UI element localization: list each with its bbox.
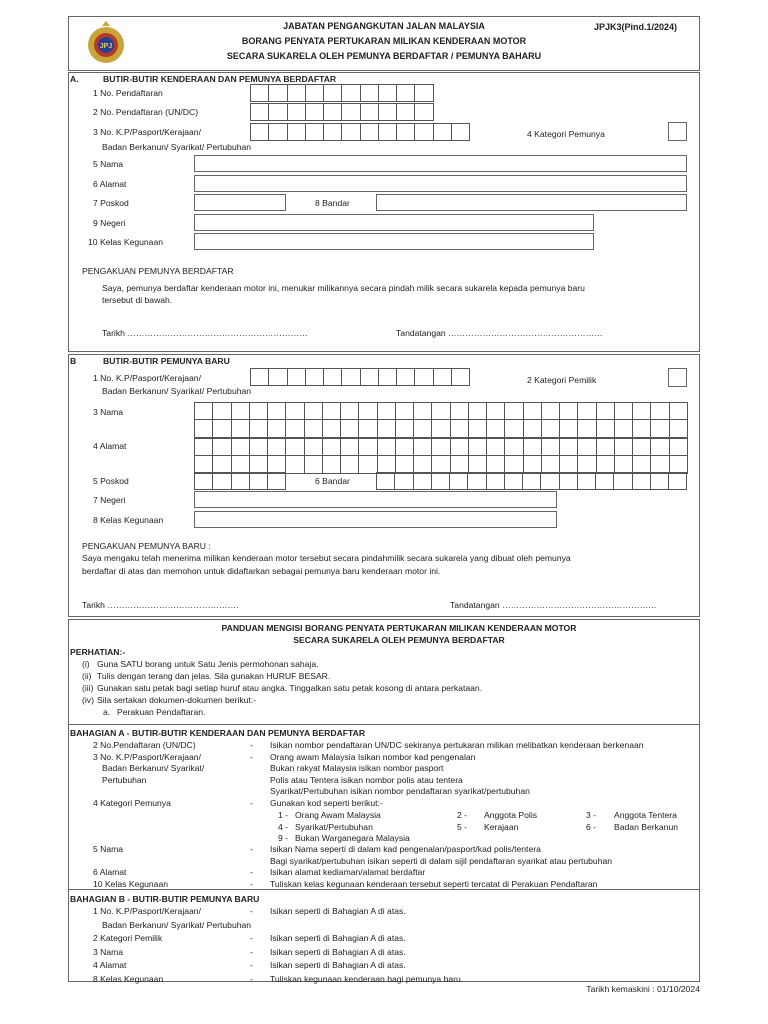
char-cell[interactable]	[323, 402, 341, 420]
char-cell[interactable]	[341, 456, 359, 474]
label-negeri: 9 Negeri	[93, 218, 126, 228]
guide-field-text: Polis atau Tentera isikan nombor polis atau tentera	[270, 774, 463, 785]
label-b-nama: 3 Nama	[93, 407, 124, 417]
char-cell[interactable]	[597, 402, 615, 420]
char-cell[interactable]	[670, 438, 688, 456]
category-code: 1 -	[278, 810, 289, 820]
char-cell[interactable]	[324, 368, 342, 386]
char-cell[interactable]	[361, 123, 379, 141]
char-cell[interactable]	[232, 402, 250, 420]
char-cell[interactable]	[361, 368, 379, 386]
char-cell[interactable]	[268, 472, 286, 490]
char-cell[interactable]	[651, 472, 669, 490]
char-cell[interactable]	[451, 438, 469, 456]
b-no-kp-input[interactable]	[250, 368, 470, 386]
char-cell[interactable]	[523, 472, 541, 490]
category-code: 4 -	[278, 821, 289, 832]
form-code: JPJK3(Pind.1/2024)	[594, 22, 678, 32]
guide-field-text: Isikan alamat kediaman/alamat berdaftar	[270, 867, 426, 878]
char-cell[interactable]	[378, 438, 396, 456]
category-name: Kerajaan	[484, 821, 519, 832]
kategori-pemilik-input[interactable]	[668, 368, 687, 387]
char-cell[interactable]	[250, 420, 268, 438]
char-cell[interactable]	[651, 420, 669, 438]
category-code: 9 -	[278, 833, 289, 844]
char-cell[interactable]	[195, 420, 213, 438]
b-declaration-text-2: berdaftar di atas dan memohon untuk didaftarkan sebagai pemunya baru kenderaan motor ini.	[82, 566, 441, 576]
char-cell[interactable]	[452, 123, 470, 141]
char-cell[interactable]	[560, 420, 578, 438]
label-no-kp: 3 No. K.P/Pasport/Kerajaan/	[93, 127, 201, 137]
guide-field-label: 2 No.Pendaftaran (UN/DC)	[93, 740, 196, 750]
char-cell[interactable]	[451, 420, 469, 438]
label-no-pendaftaran-undc: 2 No. Pendaftaran (UN/DC)	[93, 107, 199, 117]
char-cell[interactable]	[288, 84, 306, 102]
char-cell[interactable]	[395, 472, 413, 490]
char-cell[interactable]	[361, 103, 379, 121]
b-nama-input[interactable]	[194, 402, 688, 438]
char-cell[interactable]	[560, 472, 578, 490]
bandar-input[interactable]	[376, 194, 687, 211]
note-number: (iii)	[82, 683, 94, 693]
guide-field-text: Orang awam Malaysia Isikan nombor kad pengenalan	[270, 751, 476, 762]
section-b-letter: B	[70, 356, 77, 366]
guide-dash: -	[250, 960, 253, 970]
char-cell[interactable]	[341, 402, 359, 420]
guide-field-text: Isikan seperti di Bahagian A di atas.	[270, 960, 406, 970]
last-updated: Tarikh kemaskini : 01/10/2024	[586, 984, 700, 994]
guide-field-text: Isikan seperti di Bahagian A di atas.	[270, 946, 406, 957]
guide-field-label: 2 Kategori Pemilik	[93, 933, 163, 943]
category-code: 5 -	[457, 821, 468, 832]
char-cell[interactable]	[323, 420, 341, 438]
char-cell[interactable]	[379, 368, 397, 386]
char-cell[interactable]	[469, 402, 487, 420]
char-cell[interactable]	[633, 438, 651, 456]
note-number: (i)	[82, 659, 90, 669]
guide-field-text: Bagi syarikat/pertubuhan isikan seperti di dalam sijil pendaftaran syarikat atau pertubuhan	[270, 855, 613, 866]
note-text: Guna SATU borang untuk Satu Jenis permohonan sahaja.	[97, 659, 319, 669]
char-cell[interactable]	[560, 402, 578, 420]
note-text: Sila sertakan dokumen-dokumen berikut:-	[97, 695, 257, 705]
label-no-kp-2: Badan Berkanun/ Syarikat/ Pertubuhan	[102, 142, 252, 152]
char-cell[interactable]	[615, 420, 633, 438]
char-cell[interactable]	[342, 368, 360, 386]
char-cell[interactable]	[505, 472, 523, 490]
category-name: Anggota Polis	[484, 810, 538, 820]
guide-field-label: Badan Berkanun/ Syarikat/	[102, 763, 205, 774]
char-cell[interactable]	[250, 438, 268, 456]
guide-field-label: Badan Berkanun/ Syarikat/ Pertubuhan	[102, 919, 252, 930]
char-cell[interactable]	[324, 103, 342, 121]
guide-field-label: 8 Kelas Kegunaan	[93, 973, 164, 984]
signature-field[interactable]: Tandatangan ………………………………………………	[396, 328, 603, 338]
label-kategori-pemilik: 2 Kategori Pemilik	[527, 375, 597, 385]
char-cell[interactable]	[286, 456, 304, 474]
char-cell[interactable]	[195, 472, 213, 490]
char-cell[interactable]	[541, 472, 559, 490]
grid-row	[251, 368, 470, 386]
char-cell[interactable]	[342, 84, 360, 102]
note-text: Gunakan satu petak bagi setiap huruf atau angka. Tinggalkan satu petak kosong di antara perkataan.	[97, 683, 483, 693]
grid-row	[195, 472, 286, 490]
char-cell[interactable]	[633, 420, 651, 438]
char-cell[interactable]	[451, 402, 469, 420]
char-cell[interactable]	[232, 420, 250, 438]
category-code: 6 -	[586, 821, 597, 832]
category-name: Bukan Warganegara Malaysia	[295, 833, 410, 844]
char-cell[interactable]	[269, 103, 287, 121]
char-cell[interactable]	[596, 472, 614, 490]
char-cell[interactable]	[251, 84, 269, 102]
b-alamat-input[interactable]	[194, 438, 688, 474]
char-cell[interactable]	[524, 402, 542, 420]
char-cell[interactable]	[341, 438, 359, 456]
b-kelas-kegunaan-input[interactable]	[194, 511, 557, 528]
char-cell[interactable]	[269, 123, 287, 141]
header-line3: SECARA SUKARELA OLEH PEMUNYA BERDAFTAR / PEMUNYA BAHARU	[226, 51, 542, 61]
char-cell[interactable]	[669, 472, 687, 490]
guide-dash: -	[250, 906, 253, 916]
char-cell[interactable]	[306, 84, 324, 102]
category-name: Syarikat/Pertubuhan	[295, 821, 373, 832]
char-cell[interactable]	[414, 438, 432, 456]
guide-field-text: Gunakan kod seperti berikut:-	[270, 798, 383, 808]
guide-field-text: Isikan seperti di Bahagian A di atas.	[270, 906, 406, 916]
label-no-pendaftaran: 1 No. Pendaftaran	[93, 88, 163, 98]
char-cell[interactable]	[306, 368, 324, 386]
label-b-no-kp-2: Badan Berkanun/ Syarikat/ Pertubuhan	[102, 386, 252, 396]
note-number: (ii)	[82, 671, 92, 681]
char-cell[interactable]	[250, 472, 268, 490]
char-cell[interactable]	[342, 103, 360, 121]
char-cell[interactable]	[415, 84, 433, 102]
section-a-letter: A.	[70, 74, 79, 84]
char-cell[interactable]	[597, 438, 615, 456]
b-poskod-input[interactable]	[194, 472, 286, 490]
char-cell[interactable]	[615, 402, 633, 420]
guide-title-1: PANDUAN MENGISI BORANG PENYATA PERTUKARAN MILIKAN KENDERAAN MOTOR	[221, 623, 577, 633]
guide-dash: -	[250, 878, 253, 889]
char-cell[interactable]	[396, 402, 414, 420]
char-cell[interactable]	[597, 420, 615, 438]
char-cell[interactable]	[269, 368, 287, 386]
label-b-negeri: 7 Negeri	[93, 495, 126, 505]
char-cell[interactable]	[361, 84, 379, 102]
char-cell[interactable]	[306, 103, 324, 121]
char-cell[interactable]	[342, 123, 360, 141]
guide-field-label: 4 Kategori Pemunya	[93, 798, 171, 808]
char-cell[interactable]	[560, 438, 578, 456]
char-cell[interactable]	[379, 103, 397, 121]
grid-row	[377, 472, 687, 490]
char-cell[interactable]	[487, 420, 505, 438]
char-cell[interactable]	[397, 123, 415, 141]
label-b-kelas-kegunaan: 8 Kelas Kegunaan	[93, 515, 164, 525]
note-number: (iv)	[82, 695, 94, 705]
char-cell[interactable]	[469, 438, 487, 456]
char-cell[interactable]	[633, 472, 651, 490]
char-cell[interactable]	[323, 456, 341, 474]
guide-title-2: SECARA SUKARELA OLEH PEMUNYA BERDAFTAR	[293, 635, 505, 645]
char-cell[interactable]	[578, 402, 596, 420]
char-cell[interactable]	[578, 420, 596, 438]
char-cell[interactable]	[415, 123, 433, 141]
svg-text:JPJ: JPJ	[99, 43, 113, 50]
declaration-title: PENGAKUAN PEMUNYA BERDAFTAR	[82, 266, 234, 276]
char-cell[interactable]	[288, 123, 306, 141]
char-cell[interactable]	[505, 438, 523, 456]
char-cell[interactable]	[305, 456, 323, 474]
char-cell[interactable]	[651, 402, 669, 420]
char-cell[interactable]	[542, 402, 560, 420]
char-cell[interactable]	[434, 123, 452, 141]
guide-field-text: Tuliskan kegunaan kenderaan bagi pemunya baru.	[270, 973, 464, 984]
char-cell[interactable]	[306, 123, 324, 141]
char-cell[interactable]	[378, 402, 396, 420]
guide-field-label: 1 No. K.P/Pasport/Kerajaan/	[93, 906, 201, 916]
header-line2: BORANG PENYATA PERTUKARAN MILIKAN KENDERAAN MOTOR	[241, 36, 527, 46]
char-cell[interactable]	[415, 103, 433, 121]
guide-dash: -	[250, 973, 253, 984]
char-cell[interactable]	[250, 402, 268, 420]
label-nama: 5 Nama	[93, 159, 124, 169]
label-b-bandar: 6 Bandar	[315, 476, 350, 486]
note-text: Perakuan Pendaftaran.	[117, 707, 206, 717]
no-kp-input[interactable]	[250, 123, 470, 141]
char-cell[interactable]	[651, 438, 669, 456]
char-cell[interactable]	[469, 420, 487, 438]
char-cell[interactable]	[251, 103, 269, 121]
guide-field-text: Isikan Nama seperti di dalam kad pengenalan/pasport/kad polis/tentera	[270, 844, 541, 854]
guide-field-label: 5 Nama	[93, 844, 124, 854]
category-name: Anggota Tentera	[614, 810, 677, 820]
category-name: Badan Berkanun	[614, 821, 679, 832]
char-cell[interactable]	[268, 402, 286, 420]
char-cell[interactable]	[670, 402, 688, 420]
char-cell[interactable]	[414, 420, 432, 438]
char-cell[interactable]	[324, 123, 342, 141]
guide-dash: -	[250, 844, 253, 854]
char-cell[interactable]	[450, 472, 468, 490]
guide-field-label: 3 No. K.P/Pasport/Kerajaan/	[93, 751, 201, 762]
char-cell[interactable]	[213, 402, 231, 420]
b-negeri-input[interactable]	[194, 491, 557, 508]
char-cell[interactable]	[397, 103, 415, 121]
char-cell[interactable]	[452, 368, 470, 386]
char-cell[interactable]	[379, 123, 397, 141]
char-cell[interactable]	[487, 402, 505, 420]
char-cell[interactable]	[288, 368, 306, 386]
char-cell[interactable]	[251, 123, 269, 141]
char-cell[interactable]	[305, 402, 323, 420]
guide-dash: -	[250, 946, 253, 957]
guide-divider-2	[68, 889, 700, 890]
section-a-title: BUTIR-BUTIR KENDERAAN DAN PEMUNYA BERDAFTAR	[103, 74, 337, 84]
label-b-alamat: 4 Alamat	[93, 441, 127, 451]
char-cell[interactable]	[359, 402, 377, 420]
char-cell[interactable]	[434, 368, 452, 386]
char-cell[interactable]	[324, 84, 342, 102]
char-cell[interactable]	[524, 438, 542, 456]
char-cell[interactable]	[305, 438, 323, 456]
guide-field-label: 3 Nama	[93, 946, 124, 957]
char-cell[interactable]	[286, 402, 304, 420]
char-cell[interactable]	[578, 438, 596, 456]
char-cell[interactable]	[286, 420, 304, 438]
grid-row	[195, 438, 688, 456]
char-cell[interactable]	[432, 402, 450, 420]
char-cell[interactable]	[377, 472, 395, 490]
char-cell[interactable]	[432, 472, 450, 490]
b-date-field[interactable]: Tarikh ……………………………………….	[82, 600, 239, 610]
section-b-title: BUTIR-BUTIR PEMUNYA BARU	[103, 356, 230, 366]
char-cell[interactable]	[505, 402, 523, 420]
note-text: Tulis dengan terang dan jelas. Sila gunakan HURUF BESAR.	[97, 671, 331, 681]
part-b-title: BAHAGIAN B - BUTIR-BUTIR PEMUNYA BARU	[70, 894, 260, 904]
char-cell[interactable]	[614, 472, 632, 490]
label-b-no-kp: 1 No. K.P/Pasport/Kerajaan/	[93, 373, 201, 383]
char-cell[interactable]	[359, 456, 377, 474]
char-cell[interactable]	[432, 420, 450, 438]
guide-dash: -	[250, 740, 253, 750]
char-cell[interactable]	[341, 420, 359, 438]
char-cell[interactable]	[468, 472, 486, 490]
char-cell[interactable]	[288, 103, 306, 121]
guide-field-label: 4 Alamat	[93, 960, 127, 970]
guide-divider	[68, 724, 700, 725]
char-cell[interactable]	[414, 402, 432, 420]
char-cell[interactable]	[323, 438, 341, 456]
label-poskod: 7 Poskod	[93, 198, 129, 208]
grid-row	[251, 103, 434, 121]
nama-input[interactable]	[194, 155, 687, 172]
category-code: 2 -	[457, 810, 468, 820]
declaration-text-2: tersebut di bawah.	[102, 295, 173, 305]
declaration-text-1: Saya, pemunya berdaftar kenderaan motor ini, menukar milikannya secara pindah milik secara sukarela kepada pemunya baru	[102, 283, 585, 293]
part-a-title: BAHAGIAN A - BUTIR-BUTIR KENDERAAN DAN PEMUNYA BERDAFTAR	[70, 728, 366, 738]
guide-field-text: Tuliskan kelas kegunaan kenderaan tersebut seperti tercatat di Perakuan Pendaftaran	[270, 878, 598, 889]
category-code: 3 -	[586, 810, 597, 820]
label-alamat: 6 Alamat	[93, 179, 127, 189]
b-bandar-input[interactable]	[376, 472, 687, 490]
char-cell[interactable]	[487, 472, 505, 490]
char-cell[interactable]	[396, 438, 414, 456]
char-cell[interactable]	[378, 420, 396, 438]
alamat-input[interactable]	[194, 175, 687, 192]
b-declaration-text-1: Saya mengaku telah menerima milikan kenderaan motor tersebut secara pindahmilik secara sukarela yang dibuat oleh pemunya	[82, 553, 571, 563]
grid-row	[251, 123, 470, 141]
char-cell[interactable]	[414, 472, 432, 490]
label-kategori-pemunya: 4 Kategori Pemunya	[527, 129, 605, 139]
char-cell[interactable]	[578, 472, 596, 490]
b-signature-field[interactable]: Tandatangan ………………………………………………	[450, 600, 657, 610]
char-cell[interactable]	[396, 420, 414, 438]
char-cell[interactable]	[305, 420, 323, 438]
char-cell[interactable]	[268, 420, 286, 438]
char-cell[interactable]	[415, 368, 433, 386]
char-cell[interactable]	[232, 438, 250, 456]
char-cell[interactable]	[359, 438, 377, 456]
guide-field-text: Isikan nombor pendaftaran UN/DC sekiranya pertukaran milikan melibatkan kenderaan berkenaan	[270, 740, 644, 750]
char-cell[interactable]	[633, 402, 651, 420]
b-declaration-title: PENGAKUAN PEMUNYA BARU :	[82, 541, 211, 551]
label-b-poskod: 5 Poskod	[93, 476, 129, 486]
poskod-input[interactable]	[194, 194, 286, 211]
grid-row	[195, 402, 688, 420]
date-field[interactable]: Tarikh ………………………………………………………	[102, 328, 308, 338]
note-number: a.	[103, 707, 111, 717]
char-cell[interactable]	[232, 472, 250, 490]
grid-row	[251, 84, 434, 102]
char-cell[interactable]	[213, 420, 231, 438]
char-cell[interactable]	[195, 402, 213, 420]
guide-field-text: Isikan seperti di Bahagian A di atas.	[270, 933, 406, 943]
header-line1: JABATAN PENGANGKUTAN JALAN MALAYSIA	[283, 21, 485, 31]
char-cell[interactable]	[524, 420, 542, 438]
guide-dash: -	[250, 798, 253, 808]
label-bandar: 8 Bandar	[315, 198, 350, 208]
char-cell[interactable]	[542, 420, 560, 438]
char-cell[interactable]	[286, 438, 304, 456]
guide-field-text: Syarikat/Pertubuhan isikan nombor pendaftaran syarikat/pertubuhan	[270, 786, 530, 797]
guide-field-label: 6 Alamat	[93, 867, 127, 878]
guide-dash: -	[250, 867, 253, 878]
guide-dash: -	[250, 751, 253, 762]
char-cell[interactable]	[487, 438, 505, 456]
category-name: Orang Awam Malaysia	[295, 810, 381, 820]
no-pendaftaran-input[interactable]	[250, 84, 434, 102]
char-cell[interactable]	[268, 438, 286, 456]
kategori-pemunya-input[interactable]	[668, 122, 687, 141]
guide-dash: -	[250, 933, 253, 943]
char-cell[interactable]	[213, 438, 231, 456]
char-cell[interactable]	[615, 438, 633, 456]
char-cell[interactable]	[379, 84, 397, 102]
attention-label: PERHATIAN:-	[70, 647, 126, 657]
guide-field-label: Pertubuhan	[102, 774, 147, 785]
grid-row	[195, 420, 688, 438]
kelas-kegunaan-input[interactable]	[194, 233, 594, 250]
char-cell[interactable]	[670, 420, 688, 438]
char-cell[interactable]	[542, 438, 560, 456]
char-cell[interactable]	[432, 438, 450, 456]
guide-field-label: 10 Kelas Kegunaan	[93, 878, 169, 889]
char-cell[interactable]	[269, 84, 287, 102]
guide-field-text: Bukan rakyat Malaysia isikan nombor pasport	[270, 763, 444, 774]
no-pendaftaran-undc-input[interactable]	[250, 103, 434, 121]
char-cell[interactable]	[397, 368, 415, 386]
negeri-input[interactable]	[194, 214, 594, 231]
char-cell[interactable]	[505, 420, 523, 438]
char-cell[interactable]	[195, 438, 213, 456]
label-kelas-kegunaan: 10 Kelas Kegunaan	[88, 237, 164, 247]
char-cell[interactable]	[359, 420, 377, 438]
char-cell[interactable]	[213, 472, 231, 490]
char-cell[interactable]	[251, 368, 269, 386]
char-cell[interactable]	[397, 84, 415, 102]
